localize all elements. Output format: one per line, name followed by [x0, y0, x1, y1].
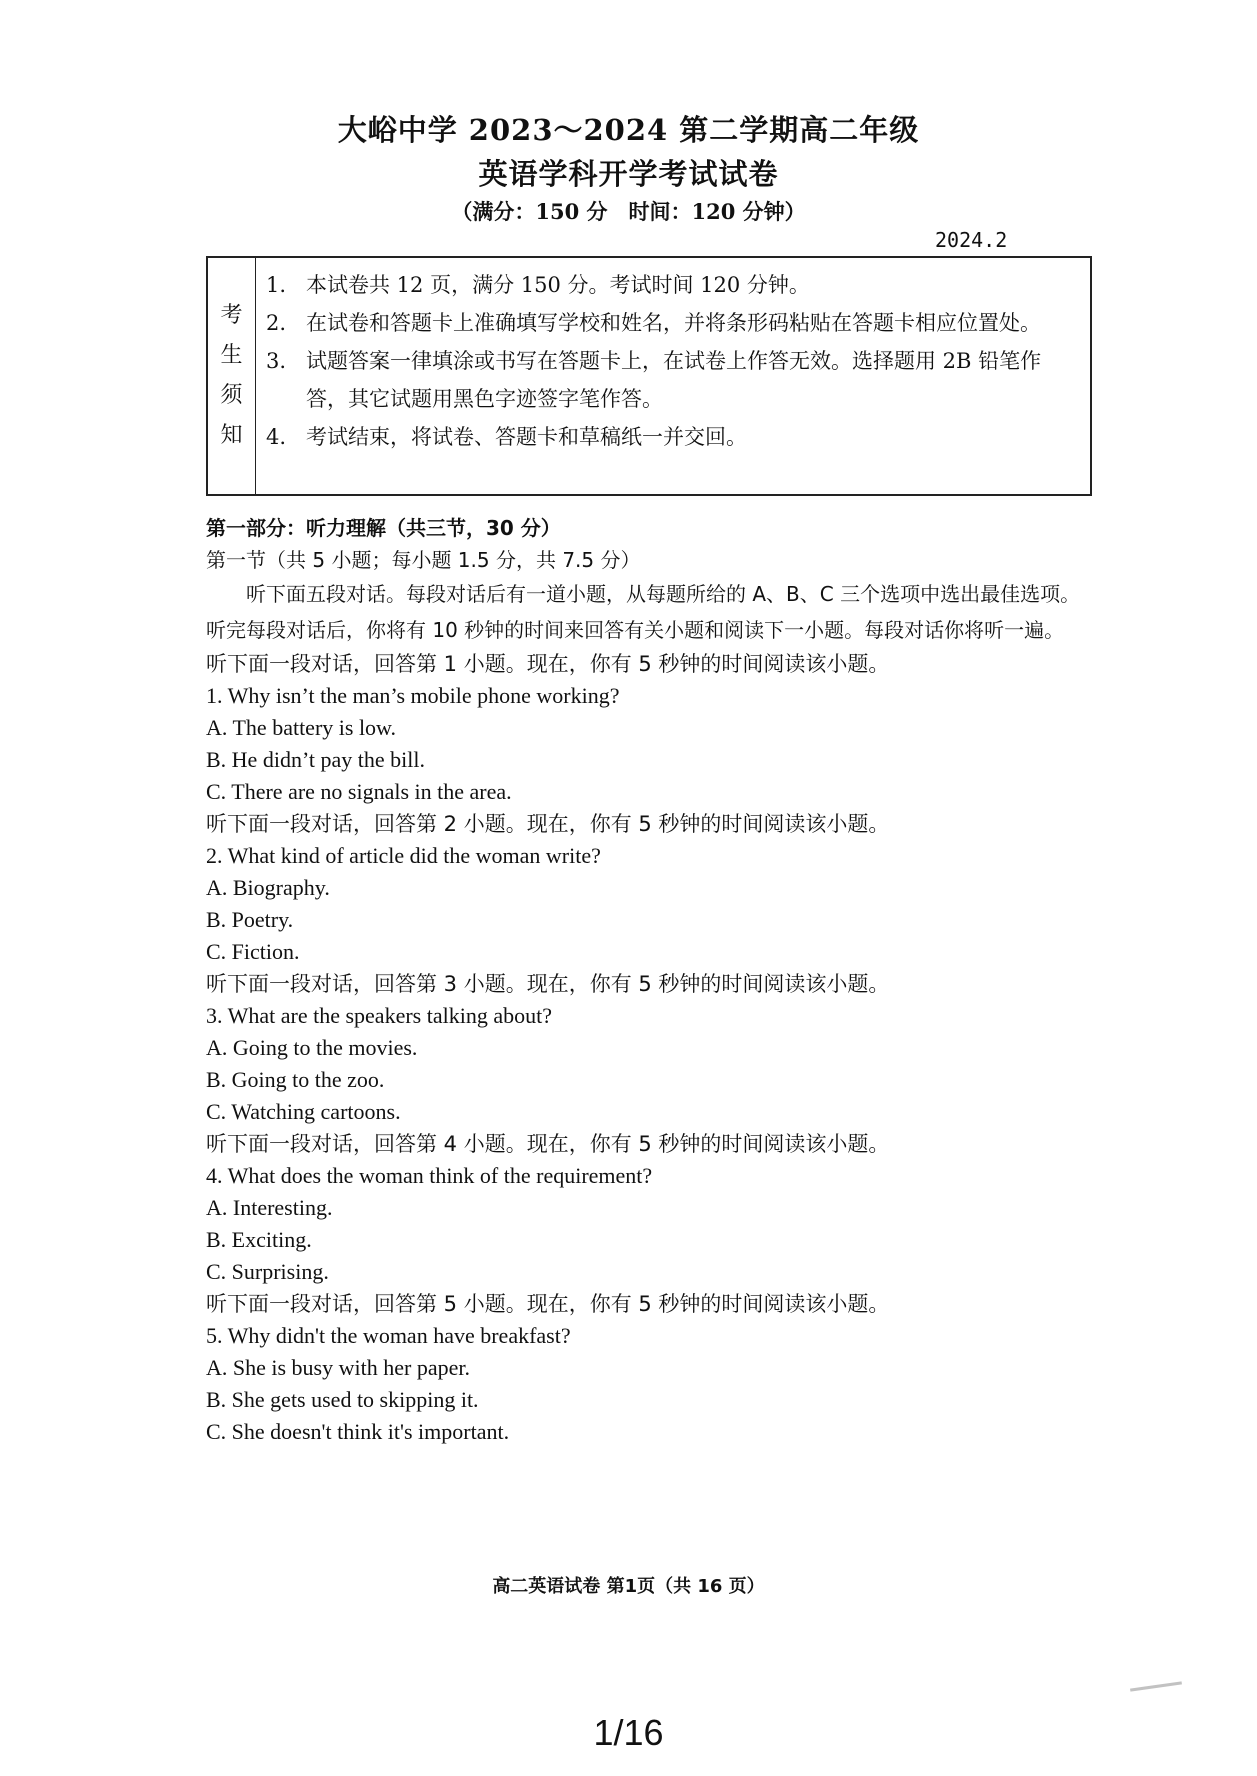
notice-list [266, 266, 1080, 456]
question-instruction: 听下面一段对话，回答第 5 小题。现在，你有 5 秒钟的时间阅读该小题。 [206, 1292, 890, 1316]
question-option: B. Poetry. [206, 907, 294, 932]
question-option: C. Fiction. [206, 939, 300, 964]
question-option: A. She is busy with her paper. [206, 1355, 470, 1380]
question-block [206, 808, 1086, 968]
exam-date: 2024.2 [935, 228, 1008, 252]
notice-item-text: 考试结束，将试卷、答题卡和草稿纸一并交回。 [306, 425, 747, 449]
question-option: A. Biography. [206, 875, 330, 900]
question-option: C. Surprising. [206, 1259, 329, 1284]
question-option: A. Going to the movies. [206, 1035, 418, 1060]
exam-meta: （满分：150 分 时间：120 分钟） [451, 199, 806, 224]
question-block [206, 968, 1086, 1128]
notice-label-char: 知 [220, 423, 243, 448]
section-intro: 听下面五段对话。每段对话后有一道小题，从每题所给的 A、B、C 三个选项中选出最佳选项。听完每段对话后，你将有 10 秒钟的时间来回答有关小题和阅读下一小题。每段对话你将听一遍。 [206, 582, 1081, 642]
notice-label-char: 考 [220, 303, 243, 328]
notice-label-char: 生 [220, 343, 243, 368]
notice-item-number: 1. [266, 273, 287, 297]
question-option: A. The battery is low. [206, 715, 397, 740]
question-text: 4. What does the woman think of the requirement? [206, 1163, 653, 1188]
question-option: B. She gets used to skipping it. [206, 1387, 479, 1412]
notice-item [266, 304, 1080, 342]
question-option: C. Watching cartoons. [206, 1099, 401, 1124]
notice-label-char: 须 [220, 383, 243, 408]
question-text: 5. Why didn't the woman have breakfast? [206, 1323, 571, 1348]
notice-item [266, 418, 1080, 456]
question-option: B. Exciting. [206, 1227, 312, 1252]
question-option: A. Interesting. [206, 1195, 333, 1220]
notice-item [266, 342, 1080, 418]
notice-label [208, 258, 256, 494]
question-option: C. There are no signals in the area. [206, 779, 512, 804]
question-block [206, 648, 1086, 808]
question-instruction: 听下面一段对话，回答第 1 小题。现在，你有 5 秒钟的时间阅读该小题。 [206, 652, 890, 676]
exam-body [206, 512, 1086, 1448]
question-instruction: 听下面一段对话，回答第 2 小题。现在，你有 5 秒钟的时间阅读该小题。 [206, 812, 890, 836]
notice-item-number: 2. [266, 311, 287, 335]
exam-title-line1: 大峪中学 2023～2024 第二学期高二年级 [337, 113, 920, 147]
notice-item [266, 266, 1080, 304]
notice-item-text: 试题答案一律填涂或书写在答题卡上，在试卷上作答无效。选择题用 2B 铅笔作答，其它试题用黑色字迹签字笔作答。 [306, 349, 1042, 411]
question-text: 3. What are the speakers talking about? [206, 1003, 552, 1028]
page-footer: 高二英语试卷 第1页（共 16 页） [492, 1576, 765, 1597]
notice-box [206, 256, 1092, 496]
question-block [206, 1288, 1086, 1448]
notice-item-text: 在试卷和答题卡上准确填写学校和姓名，并将条形码粘贴在答题卡相应位置处。 [306, 311, 1041, 335]
notice-item-number: 4. [266, 425, 287, 449]
scan-mark [1130, 1681, 1182, 1691]
section-subtitle: 第一节（共 5 小题；每小题 1.5 分，共 7.5 分） [206, 548, 641, 572]
question-instruction: 听下面一段对话，回答第 3 小题。现在，你有 5 秒钟的时间阅读该小题。 [206, 972, 890, 996]
question-text: 1. Why isn’t the man’s mobile phone working? [206, 683, 620, 708]
question-text: 2. What kind of article did the woman write? [206, 843, 601, 868]
question-option: B. He didn’t pay the bill. [206, 747, 425, 772]
question-option: B. Going to the zoo. [206, 1067, 385, 1092]
question-instruction: 听下面一段对话，回答第 4 小题。现在，你有 5 秒钟的时间阅读该小题。 [206, 1132, 890, 1156]
page-counter: 1/16 [593, 1712, 664, 1753]
question-option: C. She doesn't think it's important. [206, 1419, 510, 1444]
exam-title-line2: 英语学科开学考试试卷 [478, 157, 779, 191]
part-title: 第一部分：听力理解（共三节，30 分） [206, 516, 561, 540]
question-block [206, 1128, 1086, 1288]
notice-item-text: 本试卷共 12 页，满分 150 分。考试时间 120 分钟。 [306, 273, 810, 297]
notice-item-number: 3. [266, 349, 287, 373]
